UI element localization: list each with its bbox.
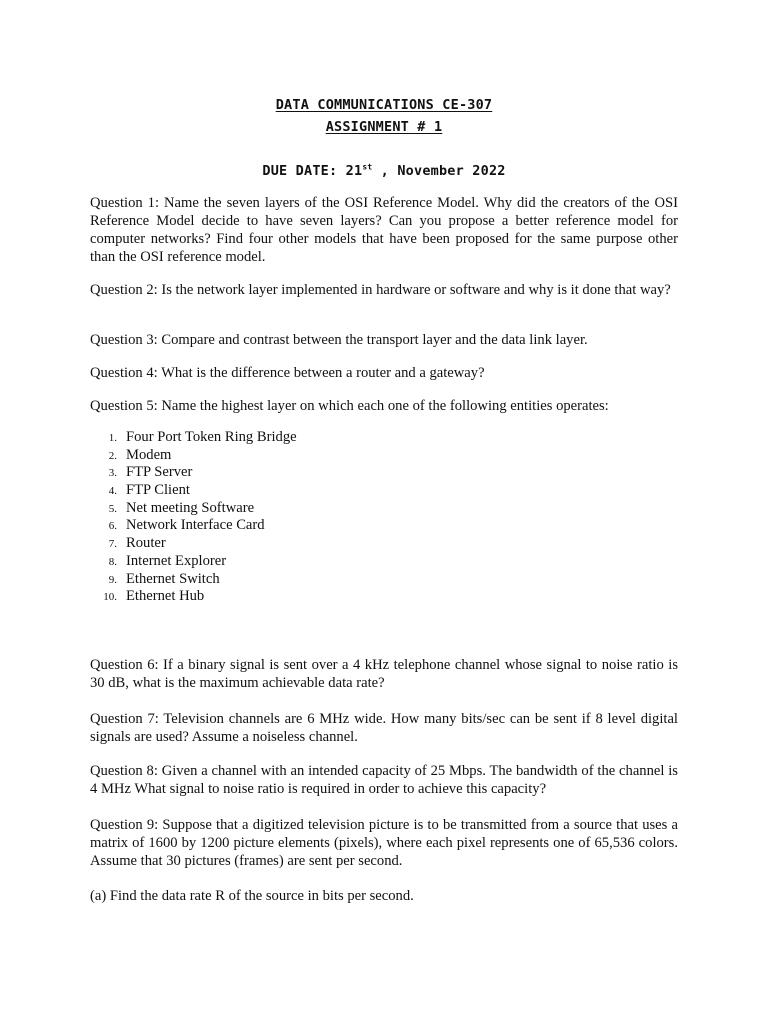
list-item [90,553,297,571]
list-item-label: Four Port Token Ring Bridge [126,429,297,445]
list-item-number: 4. [108,485,117,498]
question-3: Question 3: Compare and contrast between the transport layer and the data link layer. [90,332,588,348]
list-item [90,464,297,482]
list-item [90,517,297,535]
course-title-text: DATA COMMUNICATIONS CE-307 [275,97,493,113]
assignment-title [0,119,768,135]
list-item-number: 2. [108,449,117,462]
list-item-label: Internet Explorer [126,552,227,569]
list-item-label: Ethernet Hub [126,588,205,605]
list-item-label: Router [126,535,166,552]
list-item [90,447,297,465]
list-item [90,571,297,589]
list-item [90,429,297,447]
question-9: Question 9: Suppose that a digitized television picture is to be transmitted from a source that uses a matrix of 1600 by 1200 picture elements (pixels), where each pixel represents one of 65,536 colors. Assume that 30 pictures (frames) are sent per second. [90,817,678,869]
list-item-number: 9. [108,573,117,586]
due-date-prefix: DUE DATE: 21 [262,163,363,179]
entity-list [90,429,297,606]
question-5: Question 5: Name the highest layer on which each one of the following entities operates: [90,398,609,414]
list-item-label: Net meeting Software [126,499,255,516]
question-2: Question 2: Is the network layer implemented in hardware or software and why is it done that way? [90,282,671,298]
list-item-number: 8. [108,555,117,568]
question-7: Question 7: Television channels are 6 MHz wide. How many bits/sec can be sent if 8 level digital signals are used? Assume a noiseless channel. [90,711,678,745]
list-item-label: Ethernet Switch [126,570,220,587]
list-item-number: 1. [108,432,117,444]
list-item-number: 7. [108,538,117,551]
due-date-month-year: , November 2022 [372,163,506,179]
list-item-label: FTP Client [126,482,190,499]
question-6: Question 6: If a binary signal is sent over a 4 kHz telephone channel whose signal to noise ratio is 30 dB, what is the maximum achievable data rate? [90,657,678,691]
due-date [0,163,768,179]
list-item [90,500,297,518]
list-item-label: Network Interface Card [126,517,265,534]
course-title [0,97,768,113]
list-item [90,535,297,553]
list-item-number: 5. [108,502,117,515]
list-item-number: 10. [103,591,117,604]
question-9a: (a) Find the data rate R of the source in bits per second. [90,888,414,904]
list-item-number: 3. [108,467,117,480]
list-item-number: 6. [108,520,117,533]
list-item [90,482,297,500]
question-4: Question 4: What is the difference between a router and a gateway? [90,365,485,381]
question-8: Question 8: Given a channel with an intended capacity of 25 Mbps. The bandwidth of the channel is 4 MHz What signal to noise ratio is required in order to achieve this capacity? [90,763,678,797]
list-item [90,588,297,606]
assignment-title-text: ASSIGNMENT # 1 [325,119,443,135]
question-1: Question 1: Name the seven layers of the OSI Reference Model. Why did the creators of the OSI Reference Model decide to have seven layers? Can you propose a better reference model for computer networks? Find four other models that have been proposed for the same purpose other than the OSI reference model. [90,195,678,265]
list-item-label: Modem [126,446,172,463]
due-date-suffix-sup: st [362,162,373,172]
list-item-label: FTP Server [126,464,193,481]
